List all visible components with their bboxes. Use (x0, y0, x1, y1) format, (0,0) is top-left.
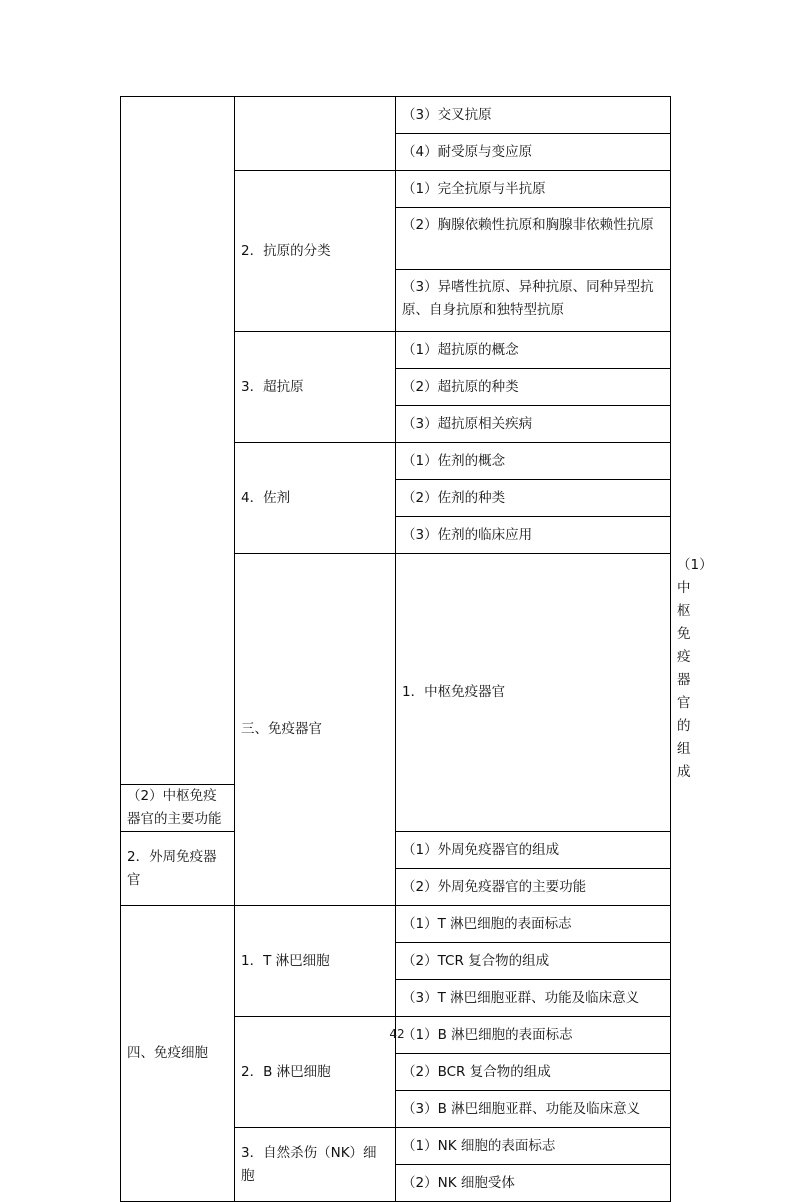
subtopic-cell: （2）中枢免疫器官的主要功能 (121, 785, 235, 832)
unit-cell-continued (121, 97, 235, 785)
subtopic-cell: （3）超抗原相关疾病 (396, 406, 671, 443)
table-row (121, 97, 671, 134)
subtopic-cell: （3）佐剂的临床应用 (396, 517, 671, 554)
subtopic-cell: （1）B 淋巴细胞的表面标志 (396, 1017, 671, 1054)
subtopic-cell: （2）胸腺依赖性抗原和胸腺非依赖性抗原 (396, 208, 671, 270)
subtopic-cell: （1）佐剂的概念 (396, 443, 671, 480)
page-number: 42 (389, 1027, 405, 1041)
topic-cell: 3．超抗原 (235, 332, 396, 443)
topic-cell: 2．B 淋巴细胞 (235, 1017, 396, 1128)
subtopic-cell: （2）外周免疫器官的主要功能 (396, 869, 671, 906)
subtopic-cell: （4）耐受原与变应原 (396, 134, 671, 171)
topic-cell: 3．自然杀伤（NK）细胞 (235, 1128, 396, 1202)
subtopic-cell: （1）NK 细胞的表面标志 (396, 1128, 671, 1165)
table-row (121, 906, 671, 943)
topic-cell: 2．抗原的分类 (235, 171, 396, 332)
topic-cell: 2．外周免疫器官 (121, 832, 235, 906)
subtopic-cell: （2）佐剂的种类 (396, 480, 671, 517)
topic-cell: 1．中枢免疫器官 (396, 554, 671, 832)
subtopic-cell: （2）TCR 复合物的组成 (396, 943, 671, 980)
subtopic-cell: （3）异嗜性抗原、异种抗原、同种异型抗原、自身抗原和独特型抗原 (396, 270, 671, 332)
subtopic-cell: （1）外周免疫器官的组成 (396, 832, 671, 869)
unit-cell: 四、免疫细胞 (121, 906, 235, 1202)
topic-cell: 1．T 淋巴细胞 (235, 906, 396, 1017)
unit-cell: 三、免疫器官 (235, 554, 396, 906)
topic-cell-continued (235, 97, 396, 171)
subtopic-cell: （1）T 淋巴细胞的表面标志 (396, 906, 671, 943)
subtopic-cell: （2）BCR 复合物的组成 (396, 1054, 671, 1091)
topic-cell: 4．佐剂 (235, 443, 396, 554)
table-row: 三、免疫器官 1．中枢免疫器官 （1）中枢免疫器官的组成 (121, 554, 671, 785)
subtopic-cell: （3）B 淋巴细胞亚群、功能及临床意义 (396, 1091, 671, 1128)
subtopic-cell: （1）完全抗原与半抗原 (396, 171, 671, 208)
subtopic-cell: （3）交叉抗原 (396, 97, 671, 134)
subtopic-cell: （3）T 淋巴细胞亚群、功能及临床意义 (396, 980, 671, 1017)
subtopic-cell: （1）超抗原的概念 (396, 332, 671, 369)
subtopic-cell: （2）超抗原的种类 (396, 369, 671, 406)
subtopic-cell: （2）NK 细胞受体 (396, 1165, 671, 1202)
table-row (121, 832, 671, 869)
